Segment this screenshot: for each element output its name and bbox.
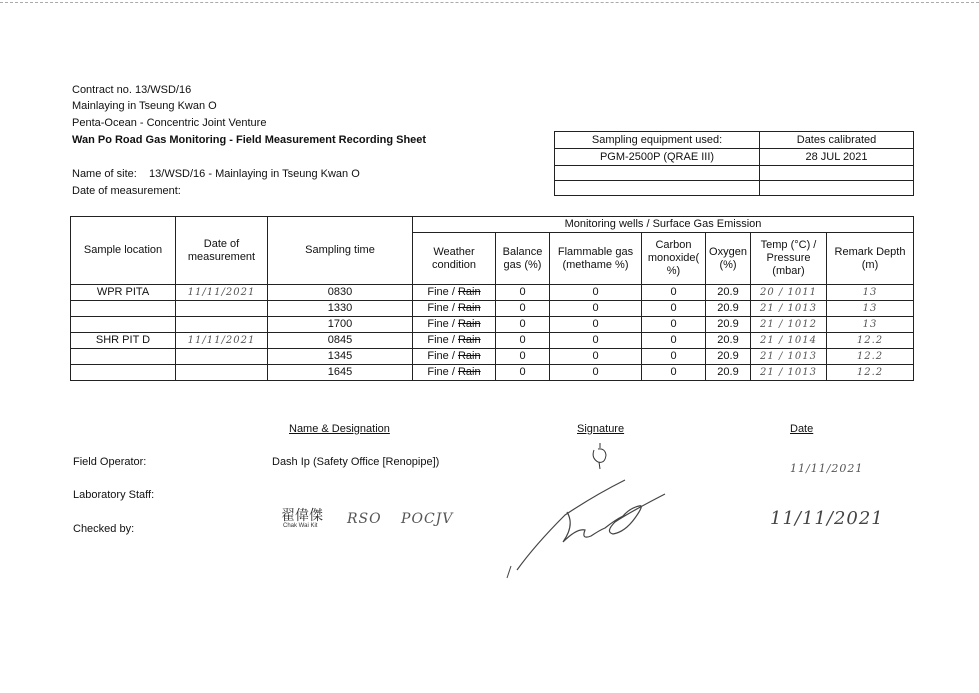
cell-remark: 13: [827, 301, 914, 317]
cell-location: SHR PIT D: [71, 333, 176, 349]
cell-temp: 21 / 1013: [751, 301, 827, 317]
sheet-title: Wan Po Road Gas Monitoring - Field Measurement Recording Sheet: [72, 134, 427, 146]
cell-date: [176, 301, 268, 317]
cell-weather: [413, 301, 496, 317]
cell-time: 0830: [268, 285, 413, 301]
field-operator-label: Field Operator:: [73, 456, 147, 468]
cell-co: 0: [642, 365, 706, 381]
checked-by-label: Checked by:: [73, 523, 135, 535]
field-operator-name: Dash Ip (Safety Office [Renopipe]): [272, 456, 440, 468]
cell-flammable: 0: [550, 333, 642, 349]
table-row: [71, 317, 914, 333]
cell-balance: 0: [496, 301, 550, 317]
cell-flammable: 0: [550, 349, 642, 365]
cell-flammable: 0: [550, 365, 642, 381]
checked-by-date: 11/11/2021: [770, 508, 884, 529]
contract-number: Contract no. 13/WSD/16: [72, 84, 192, 96]
weather-fine: Fine /: [427, 366, 458, 378]
weather-fine: Fine /: [427, 334, 458, 346]
cell-temp: 20 / 1011: [751, 285, 827, 301]
cell-remark: 12.2: [827, 349, 914, 365]
cell-co: 0: [642, 285, 706, 301]
site-line: [72, 167, 360, 181]
cell-time: 1700: [268, 317, 413, 333]
col-header-flammable: Flammable gas (methame %): [550, 233, 642, 285]
cell-balance: 0: [496, 285, 550, 301]
cell-temp: 21 / 1014: [751, 333, 827, 349]
cell-time: 1645: [268, 365, 413, 381]
equipment-name: PGM-2500P (QRAE III): [555, 149, 760, 166]
cell-balance: 0: [496, 317, 550, 333]
cell-oxygen: 20.9: [706, 317, 751, 333]
table-row: [71, 365, 914, 381]
cell-location: [71, 317, 176, 333]
cell-oxygen: 20.9: [706, 349, 751, 365]
measurement-table: [70, 216, 914, 381]
signature-header: Signature: [577, 423, 625, 435]
col-header-remark: Remark Depth (m): [827, 233, 914, 285]
cell-weather: [413, 285, 496, 301]
cell-oxygen: 20.9: [706, 301, 751, 317]
cell-date: [176, 365, 268, 381]
field-operator-date: 11/11/2021: [790, 462, 864, 475]
equipment-table: [554, 131, 914, 196]
weather-fine: Fine /: [427, 286, 458, 298]
cell-remark: 13: [827, 285, 914, 301]
table-row: [71, 301, 914, 317]
cell-time: 0845: [268, 333, 413, 349]
site-label: Name of site:: [72, 168, 137, 180]
cell-location: [71, 365, 176, 381]
project-name: Mainlaying in Tseung Kwan O: [72, 100, 217, 112]
calibration-date: [760, 166, 914, 181]
cell-remark: 12.2: [827, 333, 914, 349]
equipment-row: [555, 181, 914, 196]
table-row: [71, 349, 914, 365]
calibration-date: 28 JUL 2021: [760, 149, 914, 166]
cell-co: 0: [642, 349, 706, 365]
date-header: Date: [790, 423, 814, 435]
measurement-date-label: Date of measurement:: [72, 185, 181, 197]
romanized-name-stamp: Chak Wai Kit: [283, 523, 318, 529]
weather-rain-struck: Rain: [457, 302, 481, 314]
cell-flammable: 0: [550, 285, 642, 301]
equipment-name: [555, 166, 760, 181]
equipment-header: Sampling equipment used:: [555, 132, 760, 149]
cell-flammable: 0: [550, 317, 642, 333]
cell-oxygen: 20.9: [706, 333, 751, 349]
cell-time: 1345: [268, 349, 413, 365]
scan-edge-line: [0, 2, 979, 3]
cell-co: 0: [642, 301, 706, 317]
cell-remark: 12.2: [827, 365, 914, 381]
cell-temp: 21 / 1013: [751, 365, 827, 381]
lab-staff-label: Laboratory Staff:: [73, 489, 155, 501]
site-value: 13/WSD/16 - Mainlaying in Tseung Kwan O: [149, 168, 360, 180]
calibration-header: Dates calibrated: [760, 132, 914, 149]
cell-date: 11/11/2021: [176, 333, 268, 349]
cell-weather: [413, 349, 496, 365]
cell-location: [71, 301, 176, 317]
checker-designation: RSO POCJV: [347, 511, 454, 527]
cell-balance: 0: [496, 349, 550, 365]
name-designation-header: Name & Designation: [289, 423, 390, 435]
cell-date: [176, 349, 268, 365]
col-header-oxygen: Oxygen (%): [706, 233, 751, 285]
weather-rain-struck: Rain: [457, 350, 481, 362]
cell-weather: [413, 333, 496, 349]
cell-location: WPR PITA: [71, 285, 176, 301]
weather-fine: Fine /: [427, 350, 458, 362]
weather-rain-struck: Rain: [457, 366, 481, 378]
field-operator-signature: [585, 440, 615, 472]
cell-balance: 0: [496, 333, 550, 349]
cell-temp: 21 / 1013: [751, 349, 827, 365]
weather-rain-struck: Rain: [457, 318, 481, 330]
weather-rain-struck: Rain: [457, 334, 481, 346]
equipment-row: [555, 166, 914, 181]
cell-oxygen: 20.9: [706, 285, 751, 301]
col-header-date: Date of measurement: [176, 217, 268, 285]
col-header-co: Carbon monoxide( %): [642, 233, 706, 285]
equipment-row: [555, 149, 914, 166]
col-header-time: Sampling time: [268, 217, 413, 285]
table-row: [71, 333, 914, 349]
cell-co: 0: [642, 317, 706, 333]
chinese-name-stamp: 翟偉傑: [281, 508, 323, 524]
measurement-rows: [71, 285, 914, 381]
cell-remark: 13: [827, 317, 914, 333]
cell-date: [176, 317, 268, 333]
equipment-name: [555, 181, 760, 196]
cell-weather: [413, 365, 496, 381]
weather-rain-struck: Rain: [457, 286, 481, 298]
weather-fine: Fine /: [427, 302, 458, 314]
cell-flammable: 0: [550, 301, 642, 317]
cell-temp: 21 / 1012: [751, 317, 827, 333]
cell-date: 11/11/2021: [176, 285, 268, 301]
cell-location: [71, 349, 176, 365]
cell-oxygen: 20.9: [706, 365, 751, 381]
calibration-date: [760, 181, 914, 196]
checked-by-signature: [505, 470, 695, 580]
cell-co: 0: [642, 333, 706, 349]
col-header-temp: Temp (°C) / Pressure (mbar): [751, 233, 827, 285]
table-row: [71, 285, 914, 301]
col-header-location: Sample location: [71, 217, 176, 285]
contractor-name: Penta-Ocean - Concentric Joint Venture: [72, 117, 267, 129]
group-header-monitoring: Monitoring wells / Surface Gas Emission: [413, 217, 914, 233]
cell-balance: 0: [496, 365, 550, 381]
col-header-weather: Weather condition: [413, 233, 496, 285]
cell-time: 1330: [268, 301, 413, 317]
cell-weather: [413, 317, 496, 333]
col-header-balance: Balance gas (%): [496, 233, 550, 285]
weather-fine: Fine /: [427, 318, 458, 330]
